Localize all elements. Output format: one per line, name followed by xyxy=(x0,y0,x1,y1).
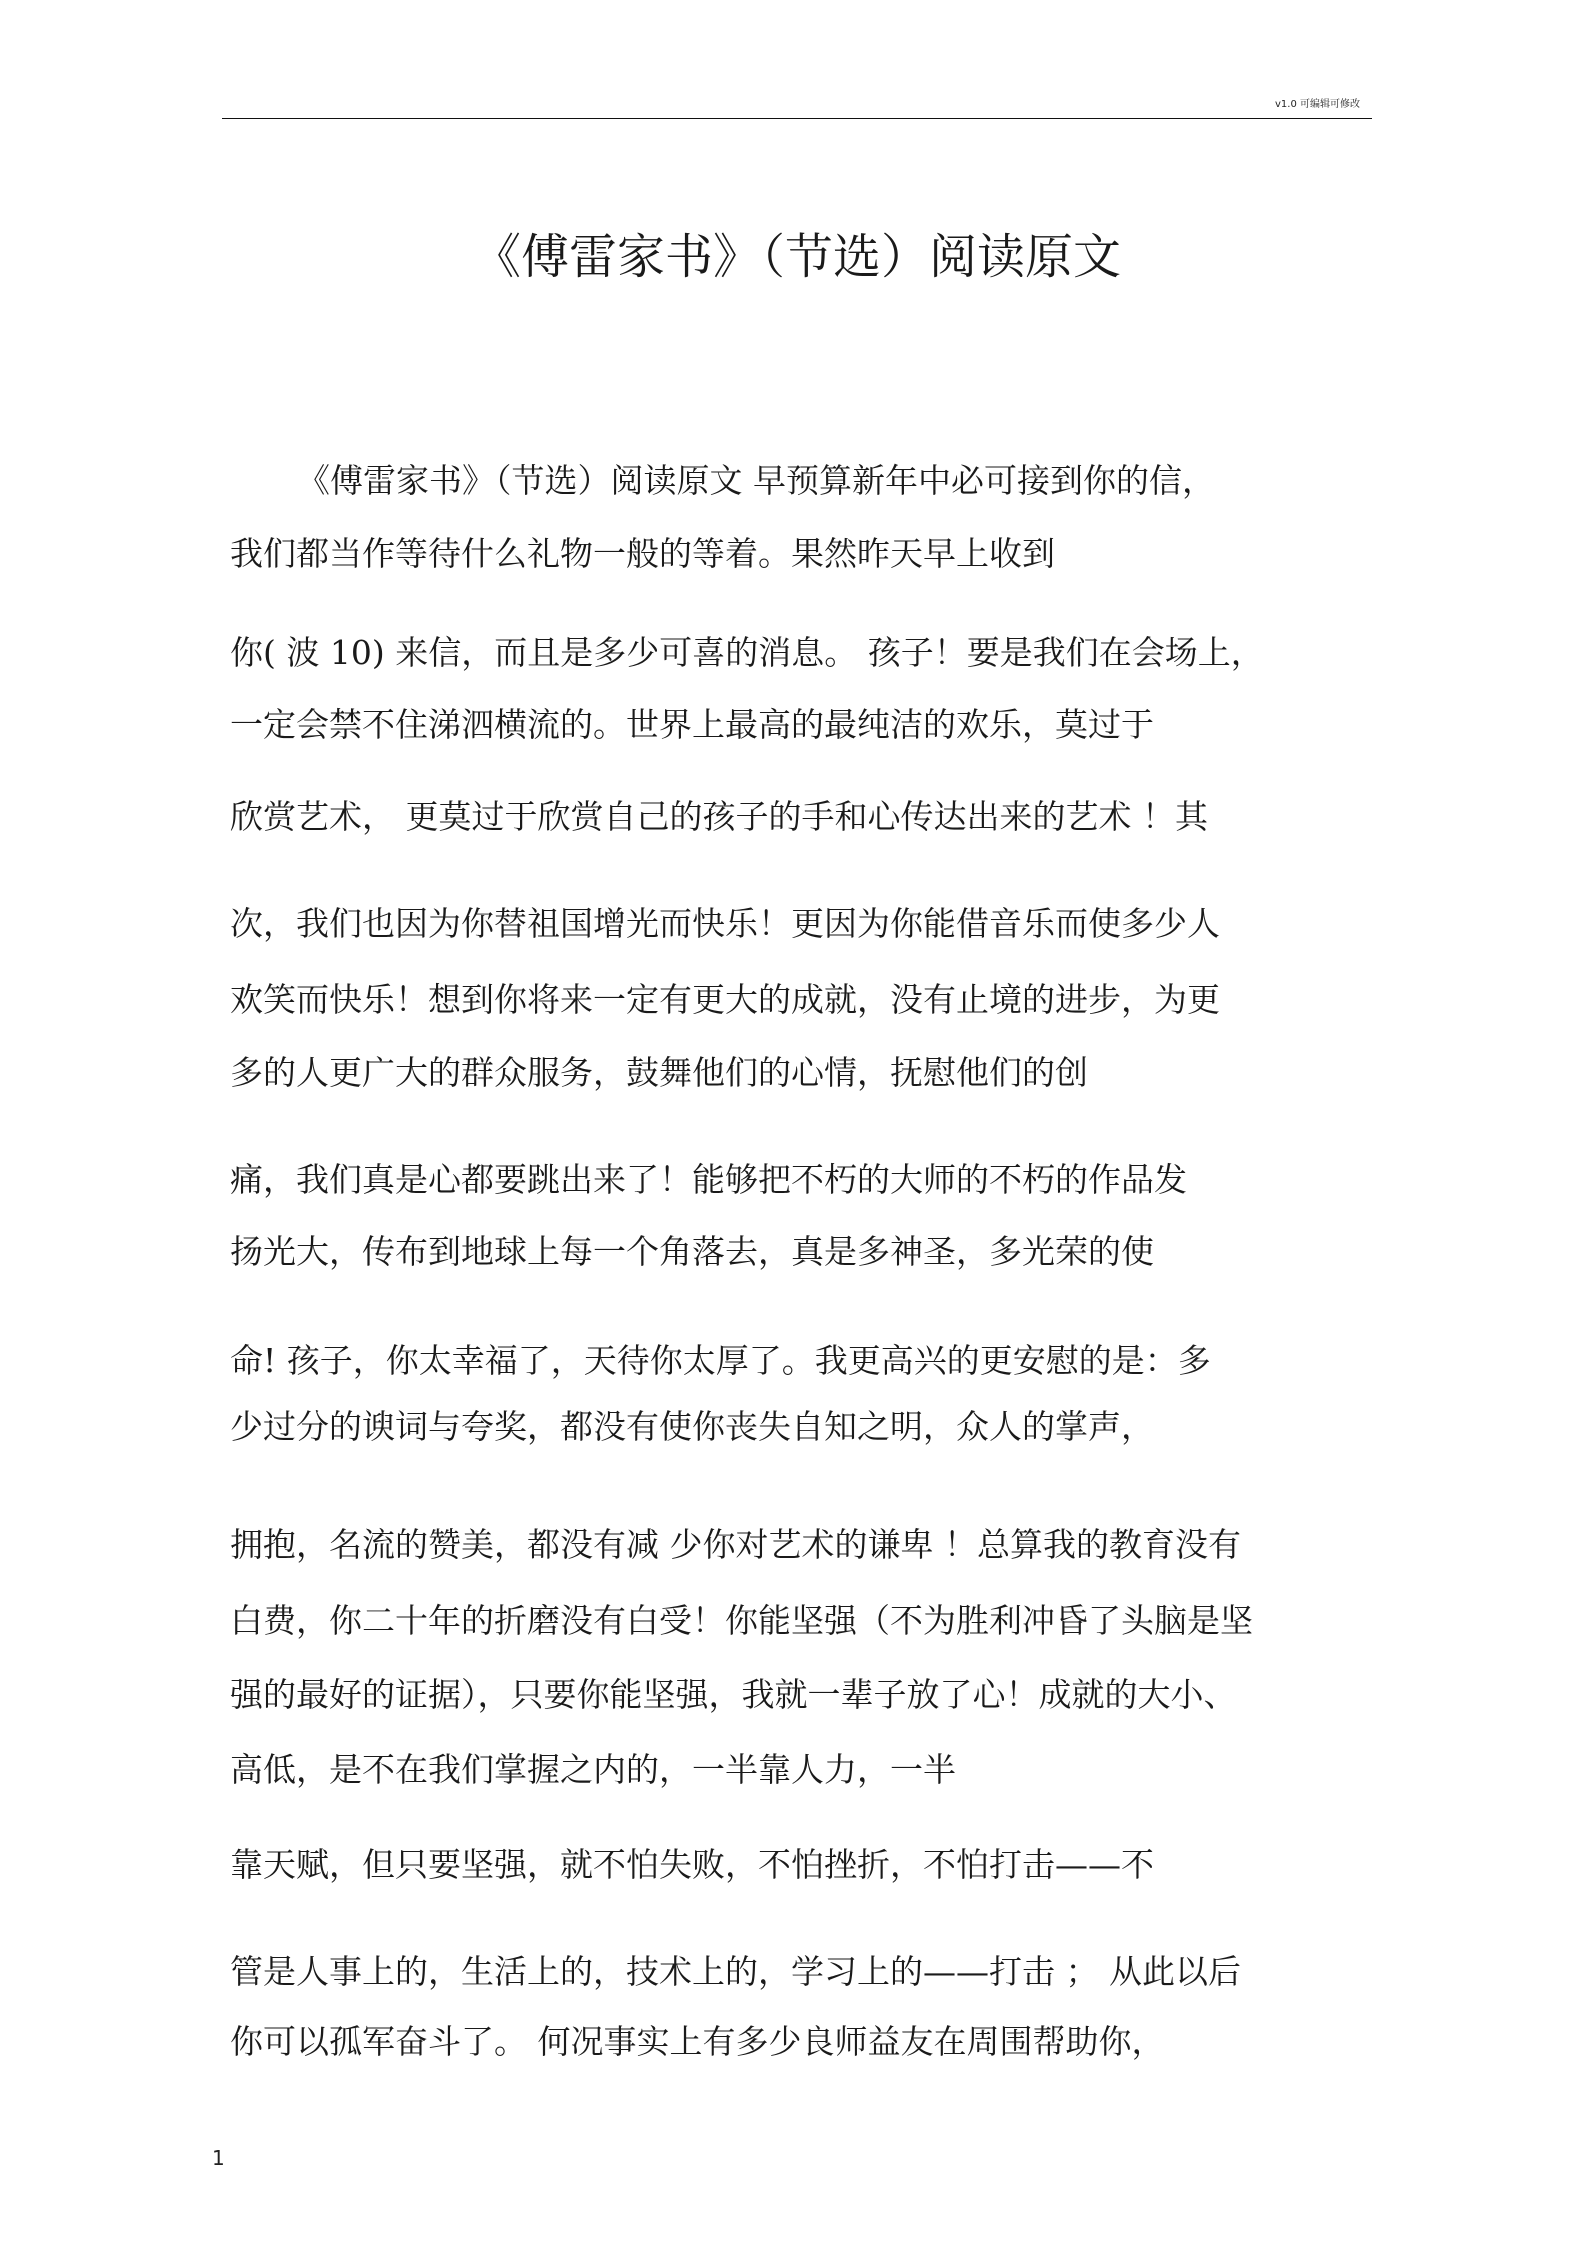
body-line: 多的人更广大的群众服务，鼓舞他们的心情，抚慰他们的创 xyxy=(230,1053,1088,1092)
body-line: 我们都当作等待什么礼物一般的等着。果然昨天早上收到 xyxy=(230,534,1055,573)
body-line: 次，我们也因为你替祖国增光而快乐！更因为你能借音乐而使多少人 xyxy=(230,904,1220,943)
body-line: 靠天赋，但只要坚强，就不怕失败，不怕挫折，不怕打击——不 xyxy=(230,1845,1154,1884)
document-title: 《傅雷家书》（节选）阅读原文 xyxy=(472,229,1121,285)
body-line: 扬光大，传布到地球上每一个角落去，真是多神圣，多光荣的使 xyxy=(230,1232,1154,1271)
body-line: 管是人事上的，生活上的，技术上的，学习上的——打击 ； 从此以后 xyxy=(230,1952,1241,1991)
page-number: 1 xyxy=(212,2146,225,2170)
body-line: 你可以孤军奋斗了。 何况事实上有多少良师益友在周围帮助你， xyxy=(230,2022,1165,2061)
version-tag: v1.0 可编辑可修改 xyxy=(1275,99,1360,110)
body-line: 强的最好的证据），只要你能坚强，我就一辈子放了心！成就的大小、 xyxy=(230,1675,1237,1714)
body-line: 痛，我们真是心都要跳出来了！能够把不朽的大师的不朽的作品发 xyxy=(230,1160,1187,1199)
header-divider xyxy=(222,118,1372,119)
body-line: 欢笑而快乐！想到你将来一定有更大的成就，没有止境的进步，为更 xyxy=(230,980,1220,1019)
body-line: 拥抱，名流的赞美，都没有减 少你对艺术的谦卑 ！总算我的教育没有 xyxy=(230,1525,1241,1564)
body-line: 高低，是不在我们掌握之内的，一半靠人力，一半 xyxy=(230,1750,956,1789)
body-line: 一定会禁不住涕泗横流的。世界上最高的最纯洁的欢乐，莫过于 xyxy=(230,705,1154,744)
body-line: 白费，你二十年的折磨没有白受！你能坚强（不为胜利冲昏了头脑是坚 xyxy=(230,1601,1253,1640)
body-line: 少过分的谀词与夸奖，都没有使你丧失自知之明，众人的掌声， xyxy=(230,1407,1154,1446)
body-line: 《傅雷家书》（节选）阅读原文 早预算新年中必可接到你的信， xyxy=(297,461,1215,500)
body-line: 欣赏艺术， 更莫过于欣赏自己的孩子的手和心传达出来的艺术 ！其 xyxy=(230,797,1208,836)
body-line: 你( 波 10) 来信，而且是多少可喜的消息。 孩子！要是我们在会场上， xyxy=(230,633,1264,672)
body-line: 命! 孩子，你太幸福了，天待你太厚了。我更高兴的更安慰的是：多 xyxy=(230,1341,1211,1380)
